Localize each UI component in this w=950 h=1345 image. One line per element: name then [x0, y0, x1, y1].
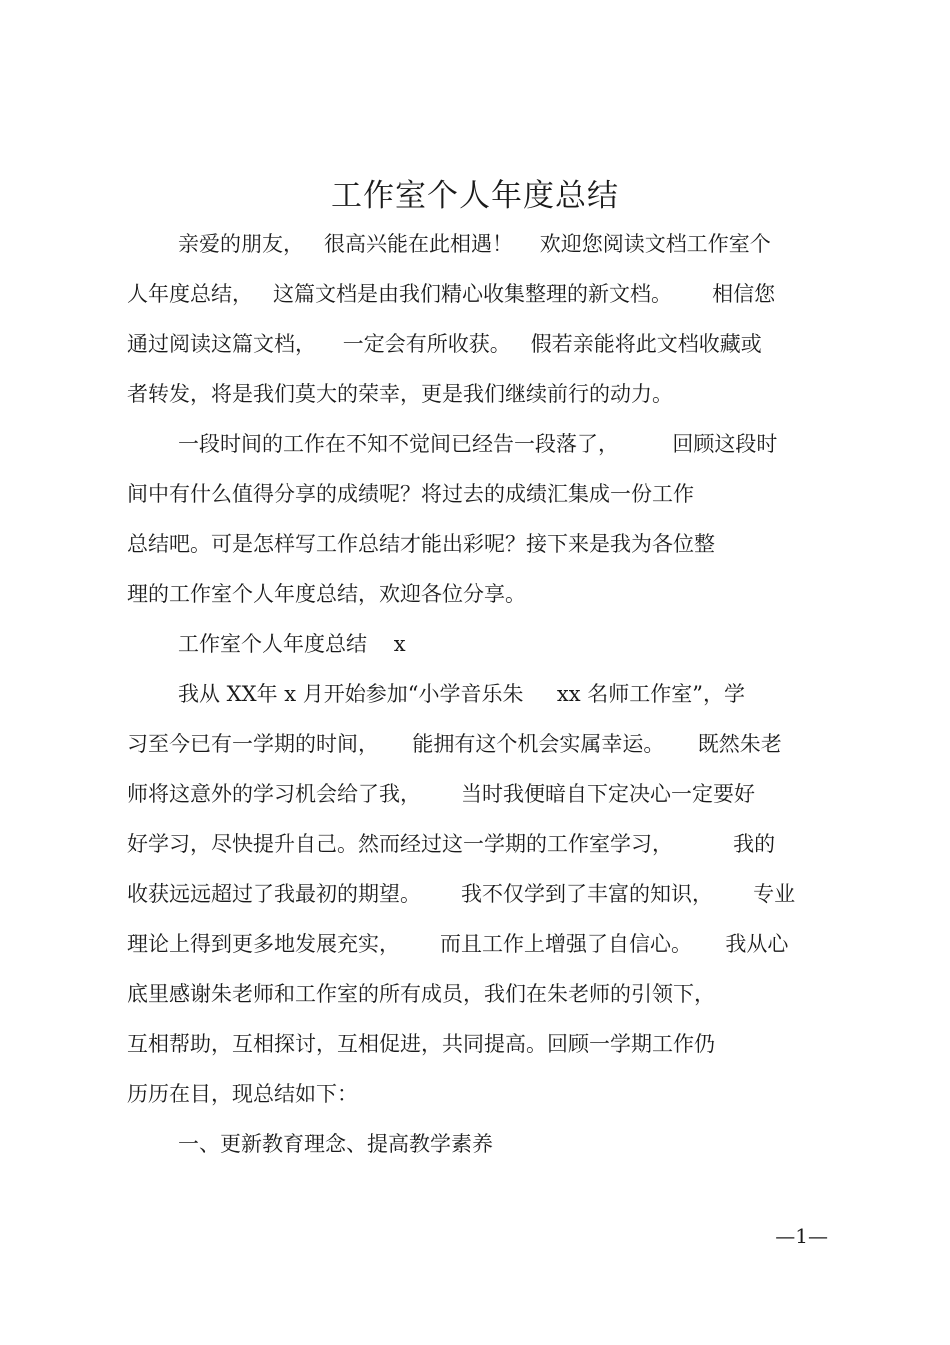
paragraph-line: 总结吧。可是怎样写工作总结才能出彩呢？接下来是我为各位整: [127, 532, 715, 556]
paragraph-line: 通过阅读这篇文档， 一定会有所收获。 假若亲能将此文档收藏或: [127, 332, 762, 356]
paragraph-line: 底里感谢朱老师和工作室的所有成员，我们在朱老师的引领下，: [127, 982, 715, 1006]
document-title: 工作室个人年度总结: [331, 178, 619, 214]
paragraph-line: 好学习，尽快提升自己。然而经过这一学期的工作室学习， 我的: [127, 832, 776, 856]
paragraph-line: 互相帮助，互相探讨，互相促进，共同提高。回顾一学期工作仍: [127, 1032, 715, 1056]
section-heading: 工作室个人年度总结 x: [178, 632, 406, 656]
paragraph-line: 者转发，将是我们莫大的荣幸，更是我们继续前行的动力。: [127, 382, 673, 406]
paragraph-line: 理论上得到更多地发展充实， 而且工作上增强了自信心。 我从心: [127, 932, 789, 956]
paragraph-line: 收获远远超过了我最初的期望。 我不仅学到了丰富的知识， 专业: [127, 882, 796, 906]
paragraph-line: 间中有什么值得分享的成绩呢？将过去的成绩汇集成一份工作: [127, 482, 694, 506]
paragraph-line: 一段时间的工作在不知不觉间已经告一段落了， 回顾这段时: [178, 432, 778, 456]
paragraph-line: 理的工作室个人年度总结，欢迎各位分享。: [127, 582, 526, 606]
paragraph-line: 习至今已有一学期的时间， 能拥有这个机会实属幸运。 既然朱老: [127, 732, 782, 756]
paragraph-line: 师将这意外的学习机会给了我， 当时我便暗自下定决心一定要好: [127, 782, 756, 806]
paragraph-line: 人年度总结， 这篇文档是由我们精心收集整理的新文档。 相信您: [127, 282, 776, 306]
paragraph-line: 我从 XX年 x 月开始参加“小学音乐朱 xx 名师工作室”，学: [178, 682, 745, 706]
paragraph-line: 历历在目，现总结如下：: [127, 1082, 358, 1106]
section-heading: 一、更新教育理念、提高教学素养: [178, 1132, 493, 1156]
paragraph-line: 亲爱的朋友， 很高兴能在此相遇！ 欢迎您阅读文档工作室个: [178, 232, 771, 256]
page-number: —1—: [775, 1224, 828, 1248]
